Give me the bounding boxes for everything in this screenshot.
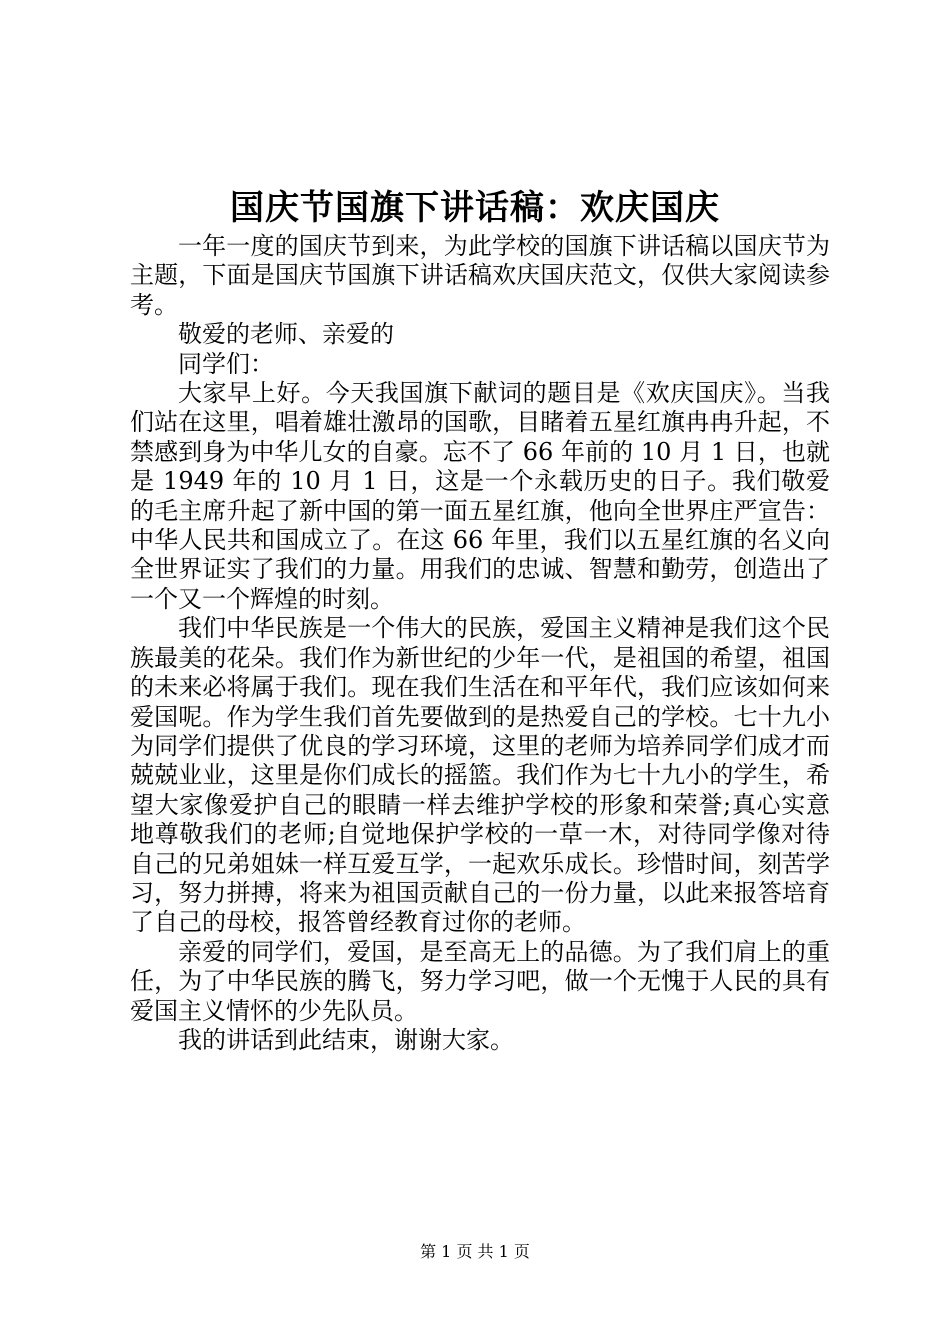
paragraph-salutation-students: 同学们： [178,349,274,378]
paragraph-greeting: 大家早上好。今天我国旗下献词的题目是《欢庆国庆》。当我们站在这里，唱着雄壮激昂的国歌，目睹着五星红旗冉冉升起，不禁感到身为中华儿女的自豪。忘不了 66 年前的 10 月 1 日，也就是 1949 年的 10 月 1 日，这是一个永载历史的日子。我们敬爱的毛主席升起了新中国的第一面五星红旗，他向全世界庄严宣告：中华人民共和国成立了。在这 66 年里，我们以五星红旗的名义向全世界证实了我们的力量。用我们的忠诚、智慧和勤劳，创造出了一个又一个辉煌的时刻。 [130,379,830,613]
paragraph-appeal: 亲爱的同学们，爱国，是至高无上的品德。为了我们肩上的重任，为了中华民族的腾飞，努力学习吧，做一个无愧于人民的具有爱国主义情怀的少先队员。 [130,937,830,1025]
paragraph-intro: 一年一度的国庆节到来，为此学校的国旗下讲话稿以国庆节为主题，下面是国庆节国旗下讲话稿欢庆国庆范文，仅供大家阅读参考。 [130,232,830,319]
page-footer: 第 1 页 共 1 页 [420,1242,530,1261]
document-body [130,232,830,1055]
paragraph-patriotism: 我们中华民族是一个伟大的民族，爱国主义精神是我们这个民族最美的花朵。我们作为新世纪的少年一代，是祖国的希望，祖国的未来必将属于我们。现在我们生活在和平年代，我们应该如何来爱国呢。作为学生我们首先要做到的是热爱自己的学校。七十九小为同学们提供了优良的学习环境，这里的老师为培养同学们成才而兢兢业业，这里是你们成长的摇篮。我们作为七十九小的学生，希望大家像爱护自己的眼睛一样去维护学校的形象和荣誉;真心实意地尊敬我们的老师;自觉地保护学校的一草一木，对待同学像对待自己的兄弟姐妹一样互爱互学，一起欢乐成长。珍惜时间，刻苦学习，努力拼搏，将来为祖国贡献自己的一份力量，以此来报答培育了自己的母校，报答曾经教育过你的老师。 [130,614,830,937]
paragraph-closing: 我的讲话到此结束，谢谢大家。 [178,1025,514,1054]
document-title: 国庆节国旗下讲话稿：欢庆国庆 [230,188,720,228]
paragraph-salutation-teachers: 敬爱的老师、亲爱的 [178,320,394,349]
